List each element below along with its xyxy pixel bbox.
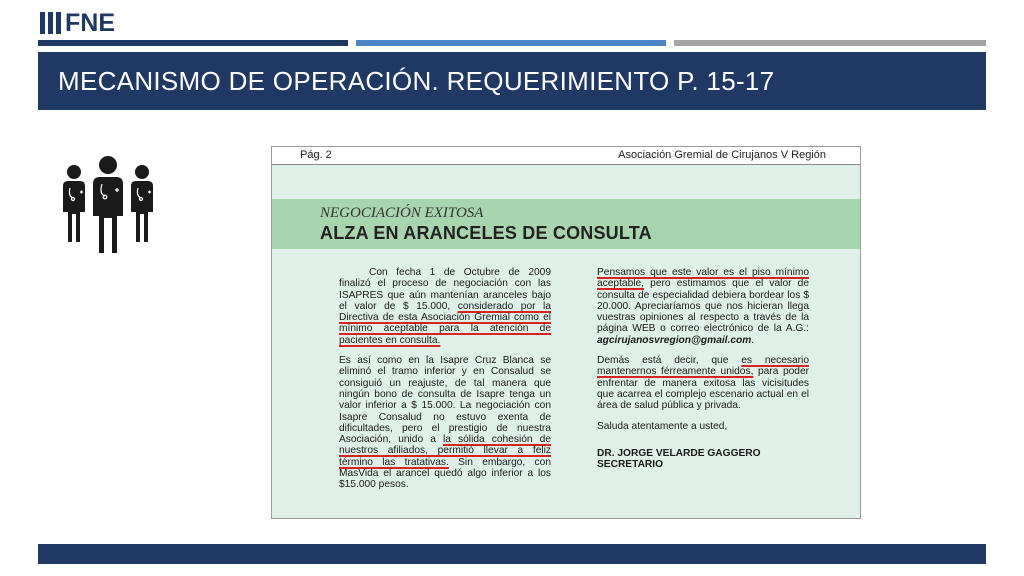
stripe-navy (38, 40, 348, 46)
slide-title: MECANISMO DE OPERACIÓN. REQUERIMIENTO P. 15-17 (58, 65, 775, 96)
doctors-group-icon (58, 150, 158, 260)
doc-page-number: Pág. 2 (300, 149, 332, 161)
doc-subtitle: NEGOCIACIÓN EXITOSA (320, 205, 484, 221)
signature-block (597, 448, 809, 471)
right-paragraph-2: Demás está decir, que es necesario mantenernos férreamente unidos, para poder enfrentar de manera exitosa las vicisitudes que acarrea el complejo escenario actual en el área de salud pública y privada. (597, 355, 810, 412)
underlined-text: Pensamos que este valor es el piso mínimo aceptable, (597, 267, 809, 290)
footer-bar (38, 544, 986, 564)
email-address: agcirujanosvregion@gmail.com (597, 334, 752, 346)
underlined-text: la sólida cohesión de nuestros afiliados, permitió llevar a feliz término las tratativas. (339, 434, 551, 468)
fne-logo (40, 10, 115, 36)
stripe-blue (356, 40, 666, 46)
newsletter-clipping (271, 146, 861, 519)
doc-right-column (597, 267, 809, 470)
logo-bars (40, 12, 61, 34)
underlined-text: considerado por la Directiva de esta Asociación Gremial como el mínimo aceptable para la atención de pacientes en consulta. (339, 300, 551, 346)
slide-title-bar (38, 52, 986, 110)
underlined-text: es necesario mantenernos férreamente unidos, (597, 355, 809, 378)
left-paragraph-1: Con fecha 1 de Octubre de 2009 finalizó el proceso de negociación con las ISAPRES que aún mantenían aranceles bajo el valor de $ 15.000, considerado por la Directiva de esta Asociación Gremial como el mínimo aceptable para la atención de pacientes en consulta. (339, 267, 551, 346)
doc-headline: ALZA EN ARANCELES DE CONSULTA (320, 223, 652, 243)
signature-role: SECRETARIO (597, 459, 664, 471)
doc-left-column (339, 267, 551, 500)
left-paragraph-2: Es así como en la Isapre Cruz Blanca se eliminó el tramo inferior y en Consalud se consiguió un reajuste, de tal manera que ningún bono de consulta de Isapre tenga un valor inferior a $ 15.000. La negociación con Isapre Consalud no estuvo exenta de dificultades, pero el prestigio de nuestra Asociación, unido a la sólida cohesión de nuestros afiliados, permitió llevar a feliz término las tratativas. Sin embargo, con MasVida el arancel quedó algo inferior a los $15.000 pesos. (339, 355, 551, 491)
stripe-gray (674, 40, 986, 46)
signature-name: DR. JORGE VELARDE GAGGERO (597, 447, 761, 459)
doc-header (272, 147, 860, 165)
right-paragraph-1: Pensamos que este valor es el piso mínimo aceptable, pero estimamos que el valor de consulta de especialidad debiera bordear los $ 20.000. Apreciaríamos que nos hicieran llega vuestras opiniones al respecto a través de la página WEB o correo electrónico de la A.G.: agcirujanosvregion@gmail.com. (597, 267, 809, 346)
doc-banner (272, 199, 860, 249)
doc-association: Asociación Gremial de Cirujanos V Región (618, 149, 826, 161)
right-paragraph-3: Saluda atentamente a usted, (597, 420, 728, 432)
logo-text: FNE (65, 8, 115, 37)
